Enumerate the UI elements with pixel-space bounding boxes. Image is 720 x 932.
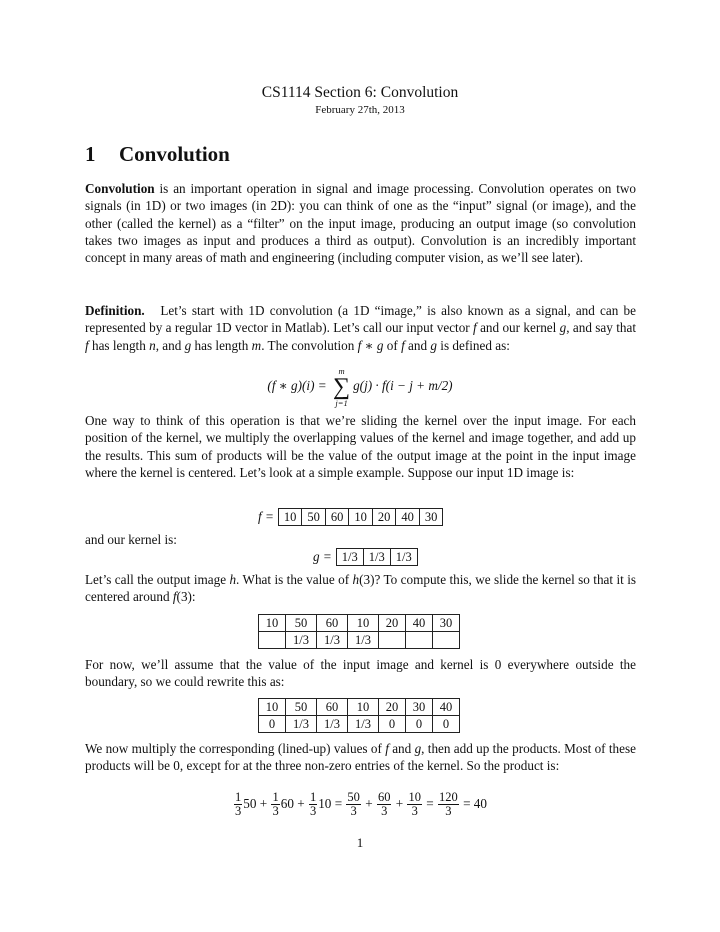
multiply-part: We now multiply the corresponding (lined-up) values of (85, 741, 386, 756)
fraction-denominator: 3 (411, 804, 418, 818)
definition-part: , and (155, 337, 185, 353)
boundary-paragraph: For now, we’ll assume that the value of the input image and kernel is 0 everywhere outside the boundary, so we could rewrite this as: (85, 657, 636, 690)
kernel-cell: 1/3 (347, 632, 378, 649)
definition-part: f (473, 320, 477, 336)
fraction-denominator: 3 (350, 804, 357, 818)
product-operator: 10 = (318, 795, 346, 811)
kernel-cell (432, 632, 459, 649)
f-cell: 60 (325, 509, 349, 526)
definition-part: of (383, 337, 402, 353)
multiply-part: , then add up the products. Most of these products will be 0, except for at the three non-zero entries of the kernel. So the product is: (85, 741, 636, 774)
fraction-denominator: 3 (235, 804, 242, 818)
image-cell: 10 (259, 699, 286, 716)
sum-lower-limit: j=1 (335, 398, 348, 408)
fraction-numerator: 10 (408, 790, 421, 804)
image-cell: 30 (432, 615, 459, 632)
intro-term: Convolution (85, 181, 155, 196)
image-cell: 20 (378, 699, 405, 716)
f-cell: 10 (349, 509, 373, 526)
definition-part: g (430, 337, 437, 353)
definition-part: is defined as: (436, 337, 510, 353)
document-title: CS1114 Section 6: Convolution (261, 84, 459, 101)
f-cell: 50 (302, 509, 326, 526)
image-cell: 10 (347, 615, 378, 632)
f-array (258, 508, 443, 526)
image-cell: 10 (259, 615, 286, 632)
document-date: February 27th, 2013 (315, 104, 405, 116)
convolution-formula (0, 366, 720, 408)
kernel-cell (378, 632, 405, 649)
product-operator: + (361, 795, 376, 811)
fraction-numerator: 1 (309, 790, 317, 804)
page-number: 1 (356, 835, 364, 850)
product-operator: = (422, 795, 438, 811)
output-part: f (172, 589, 177, 605)
kernel-cell: 1/3 (285, 632, 316, 649)
output-part: (3)? To compute this, we slide the kernel so that it is centered around (85, 572, 636, 605)
image-cell: 50 (285, 615, 316, 632)
multiply-part: g (414, 741, 422, 756)
definition-part: f (401, 337, 405, 353)
image-cell: 30 (405, 699, 432, 716)
formula-rhs: g(j) · f(i − j + m/2) (353, 378, 453, 394)
fraction-denominator: 3 (381, 804, 388, 818)
summation-symbol (333, 366, 350, 408)
section-title: Convolution (119, 142, 230, 166)
fraction (271, 791, 279, 818)
explain-paragraph: One way to think of this operation is that we’re sliding the kernel over the input image. For each position of the kernel, we multiply the overlapping values of the kernel and image together, and add up the results. This sum of products will be the value of the output image at the point in the input image where the kernel is centered. Let’s look at a simple example. Suppose our input 1D image is: (85, 413, 636, 480)
fraction (407, 791, 422, 818)
image-cell: 60 (316, 615, 347, 632)
output-paragraph (85, 571, 636, 606)
definition-part: and (404, 337, 431, 353)
image-cell: 50 (285, 699, 316, 716)
definition-label: Definition. (85, 303, 145, 318)
alignment-table-2 (258, 698, 460, 733)
image-cell: 60 (316, 699, 347, 716)
kernel-intro: and our kernel is: (85, 532, 177, 547)
definition-paragraph (85, 302, 636, 354)
alignment-table-1 (258, 614, 460, 649)
kernel-cell: 0 (432, 716, 459, 733)
kernel-cell (259, 632, 286, 649)
fraction (438, 791, 459, 818)
f-array-label: f = (258, 509, 274, 524)
f-cell: 40 (396, 509, 420, 526)
intro-text: is an important operation in signal and image processing. Convolution operates on two signals (in 1D) or two images (in 2D): you can think of one as the “input” signal (or image), and the other (called the kernel) as a “filter” on the input image, producing an output image (so convolution takes two images as input and produces a third as output). Convolution is an incredibly important concept in many areas of math and engineering (including computer vision, as we’ll see later). (85, 181, 636, 266)
definition-part: has length (191, 337, 252, 353)
g-cell: 1/3 (363, 549, 390, 566)
image-cell: 10 (347, 699, 378, 716)
f-array-table (278, 508, 444, 526)
definition-part: Let’s start with 1D convolution (a 1D “image,” is also known as a signal, and can be represented by a regular 1D vector in Matlab). Let’s call our input vector (85, 303, 637, 336)
fraction (234, 791, 242, 818)
fraction (309, 791, 317, 818)
kernel-cell: 0 (259, 716, 286, 733)
definition-part: and our kernel (476, 320, 560, 336)
g-cell: 1/3 (390, 549, 417, 566)
fraction-denominator: 3 (445, 804, 452, 818)
image-cell: 40 (432, 699, 459, 716)
definition-part: . The convolution (261, 337, 358, 353)
definition-part: g (559, 320, 567, 336)
image-cell: 40 (405, 615, 432, 632)
product-operator: 60 + (280, 795, 308, 811)
output-part: h (229, 572, 237, 587)
fraction (346, 791, 361, 818)
fraction-numerator: 50 (347, 790, 360, 804)
formula-lhs: (f ∗ g)(i) = (267, 378, 330, 394)
output-part: . What is the value of (236, 572, 353, 587)
kernel-cell: 0 (378, 716, 405, 733)
kernel-cell: 1/3 (285, 716, 316, 733)
fraction-numerator: 1 (272, 790, 279, 804)
fraction-numerator: 60 (377, 790, 391, 804)
intro-paragraph (85, 180, 636, 266)
fraction-denominator: 3 (309, 804, 317, 818)
fraction-numerator: 120 (439, 790, 458, 804)
f-cell: 10 (278, 509, 302, 526)
definition-text (85, 303, 636, 353)
fraction-denominator: 3 (272, 804, 279, 818)
product-equation (0, 791, 720, 818)
f-cell: 20 (372, 509, 396, 526)
f-cell: 30 (419, 509, 443, 526)
definition-part: m (251, 337, 262, 353)
definition-part: , and say that (566, 320, 636, 336)
g-array-table (336, 548, 418, 566)
output-part: (3): (176, 589, 196, 605)
multiply-paragraph (85, 740, 636, 775)
kernel-cell: 0 (405, 716, 432, 733)
product-operator: + (392, 795, 407, 811)
product-operator: = 40 (459, 795, 487, 811)
definition-part: n (149, 337, 156, 353)
definition-part: f ∗ g (357, 337, 384, 353)
kernel-cell: 1/3 (316, 716, 347, 733)
fraction (377, 791, 392, 818)
output-part: Let’s call the output image (85, 572, 230, 587)
g-array (313, 548, 418, 566)
definition-part: g (184, 337, 192, 353)
multiply-part: f (385, 741, 389, 756)
multiply-part: and (388, 741, 415, 756)
g-cell: 1/3 (336, 549, 363, 566)
fraction-numerator: 1 (235, 790, 242, 804)
kernel-cell: 1/3 (347, 716, 378, 733)
output-part: h (352, 572, 360, 587)
section-heading (85, 142, 230, 167)
definition-part: f (85, 337, 89, 353)
g-array-label: g = (313, 549, 332, 564)
definition-part: has length (88, 337, 150, 353)
kernel-cell (405, 632, 432, 649)
section-number: 1 (85, 142, 96, 166)
sigma-glyph: ∑ (332, 374, 351, 400)
sum-upper-limit: m (338, 366, 345, 376)
product-operator: 50 + (243, 795, 271, 811)
kernel-cell: 1/3 (316, 632, 347, 649)
image-cell: 20 (378, 615, 405, 632)
